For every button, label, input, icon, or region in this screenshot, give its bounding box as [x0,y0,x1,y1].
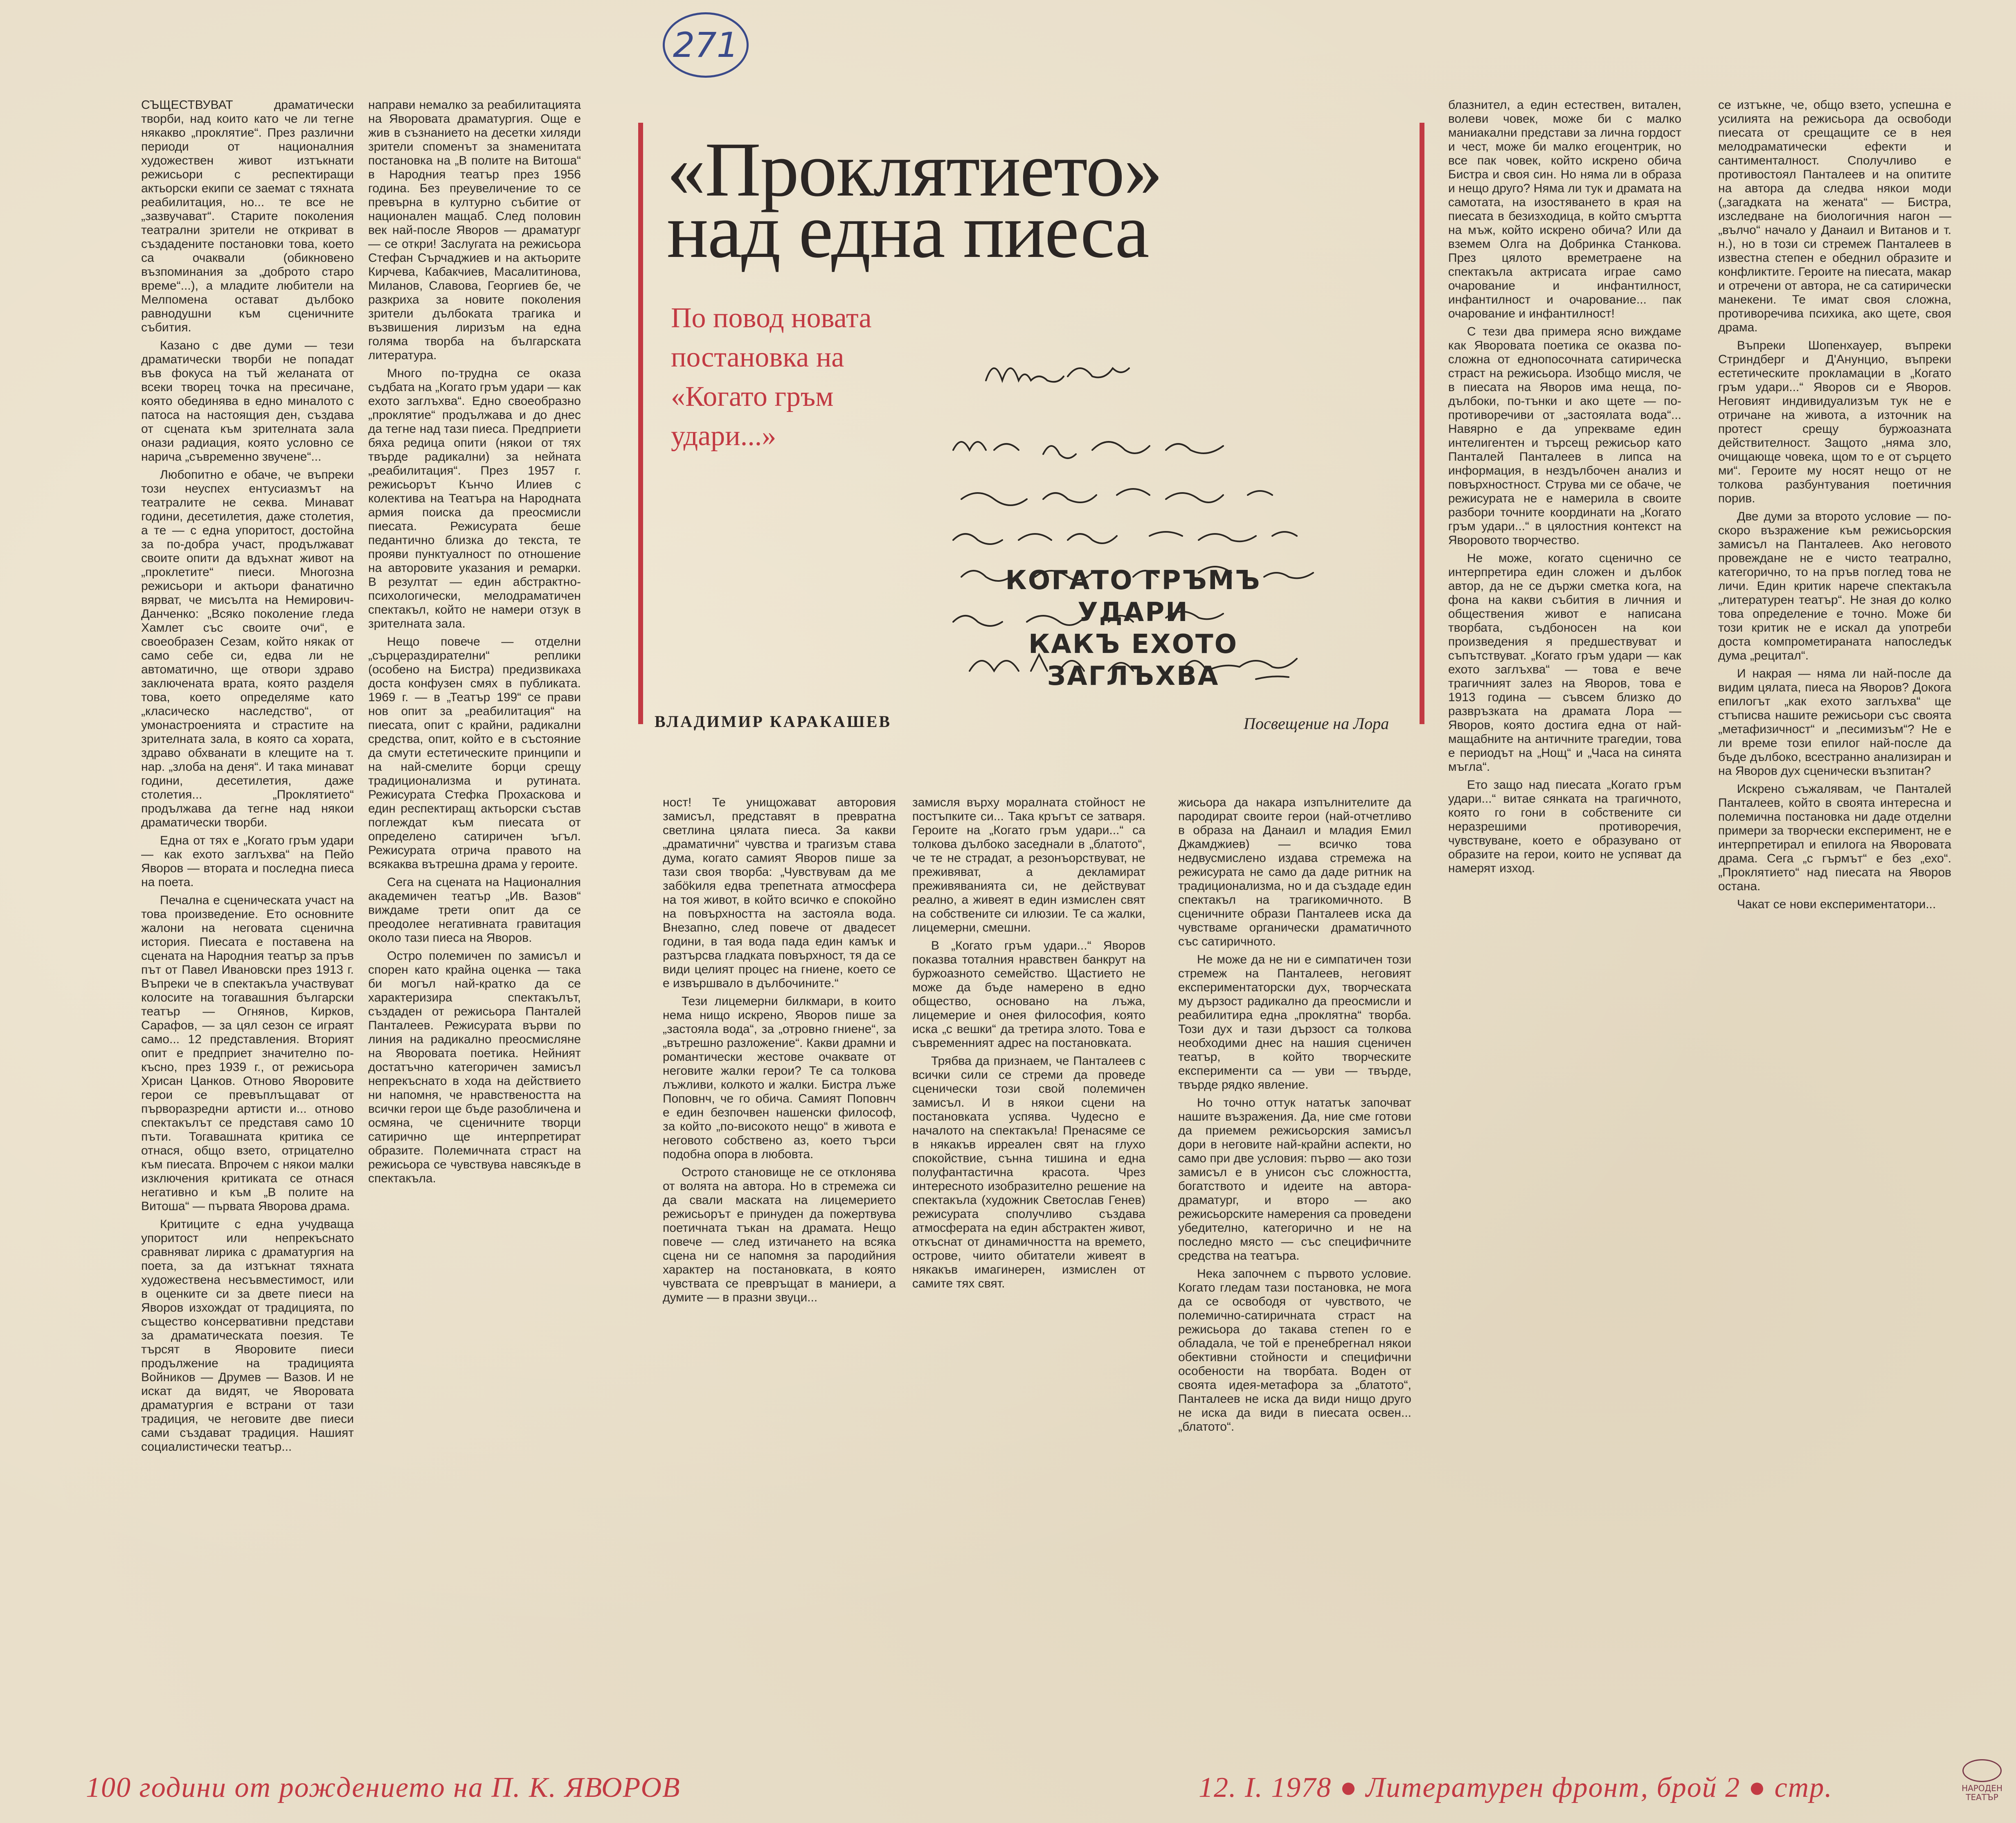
text-column-5 [1178,796,1411,1818]
paragraph: жисьора да накара изпълнителите да пародират своите герои (най-отчетливо в образа на Данаил и младия Емил Джамджиев) — всичко това недвусмислено издава стремежа на режисурата не само да даде ритник на традиционализма, но и да създаде един спектакъл на трагикомичното. В сценичните образи Панталеев иска да чувстваме органически драматичното със сатиричното. [1178,796,1411,948]
paragraph: се изтъкне, че, общо взето, успешна е усилията на режисьора да освободи пиесата от срещащите се в нея мелодраматически ефекти и сантименталност. Сполучливо е противостоял Панталеев и на опитите на автора да следва някои моди („загадката на жената“ — Бистра, изследване на биологичния нагон — „вълчо“ начало у Данаил и Витанов и т. н.), но в този си стремеж Панталеев в известна степен е обеднил образите и конфликтите. Героите на пиесата, макар и отречени от автора, не са сатирически манекени. Те имат своя сложна, противоречива психика, ако щете, своя драма. [1718,98,1951,334]
paragraph: Казано с две думи — тези драматически творби не попадат във фокуса на тъй желаната от всеки творец точка на пресичане, която обединява в едно миналото с патоса на настоящия ден, създава от сцената към зрителната зала онази радиация, която условно се нарича „съвременно звучене“... [141,339,354,464]
text-column-7 [1718,98,1951,1747]
paragraph: Критиците с една учудваща упоритост или непрекъснато сравняват лирика с драматургия на поета, за да изтъкнат тяхната художествена несъвместимост, или в оценките си за двете пиеси на Яворов изхождат от традицията, по същество консервативни представи за драматическата поезия. Те търсят в Яворовите пиеси продължение на традицията Войников — Друмев — Вазов. И не искат да видят, че Яворовата драматургия е встрани от тази традиция, че неговите две пиеси сами създават традиция. Нашият социалистически театър... [141,1218,354,1454]
headline-rule-left [638,123,643,724]
paragraph: Не може, когато сценично се интерпретира един сложен и дълбок автор, да не се държи сметка кога, на фона на какви събития в личния и обществения живот е написана творбата, съдбоносен на кои произведения я предшествуват и съпътствуват. „Когато гръм удари — как ехото заглъхва“ — това е вече трагичният залез на Яворов, това е 1913 година — съвсем близко до развръзката на драмата Лора — Яворов, която достига една от най-мащабните на античните трагедии, това е периодът на „Нощ“ и „Часа на синята мъгла“. [1448,551,1681,774]
paragraph: блазнител, а един естествен, витален, волеви човек, може би с малко маниакални представи за лична гордост и чест, може би малко егоцентрик, но все пак човек, който искрено обича Бистра и своя син. Но няма ли в образа и нещо друго? Няма ли тук и драмата на самотата, на изостяването в края на пиесата в безизходица, в който смъртта на мъж, който искрено обича? Или да вземем Олга на Добринка Станкова. През цялото времетраене на спектакъла актрисата играе само очарование и инфантилност, инфантилност и очарование... пак очарование и инфантилност! [1448,98,1681,320]
footer-publication-line [1199,1771,1833,1804]
illustration-caption: Посвещение на Лора [1244,714,1389,733]
paragraph: Сега на сцената на Националния академичен театър „Ив. Вазов“ виждаме трети опит да се преодолее негативната гравитация около тази пиеса на Яворов. [368,875,581,945]
headline-rule-right [1420,123,1424,724]
paragraph: Много по-трудна се оказа съдбата на „Когато гръм удари — как ехото заглъхва“. Едно своеобразно „проклятие“ продължава и до днес да тегне над тази пиеса. Предприети бяха редица опити (някои от тях твърде радикални) за нейната „реабилитация“. През 1957 г. режисьорът Кънчо Илиев с колектива на Театъра на Народната армия поиска да преосмисли пиесата. Режисурата беше педантично близка до текста, те прояви пунктуалност по отношение на авторовите указания и ремарки. В резултат — един абстрактно-психологически, мелодраматичен спектакъл, който не намери отзук в зрителната зала. [368,367,581,630]
illustration-printed-title [978,565,1289,692]
article-title-line-2: над една пиеса [667,188,1149,274]
footer-anniversary-line: 100 години от рождението на П. К. ЯВОРОВ [86,1772,681,1803]
paragraph: Не може да не ни е симпатичен този стремеж на Панталеев, неговият експериментаторски дух, творческата му дързост радикално да преосмисли и реабилитира една „проклятна“ творба. Този дух и тази дързост са толкова необходими днес на нашия сценичен театър, в който творческите експерименти са — уви — твърде, твърде рядко явление. [1178,953,1411,1092]
theatre-logo [1955,1759,2009,1812]
text-column-6 [1448,98,1681,1747]
text-column-4 [912,796,1145,1818]
paragraph: С тези два примера ясно виждаме как Яворовата поетика се оказва по-сложна от еднопосочната сатирическа страст на режисьора. Изобщо мисля, че в пиесата на Яворов има неща, по-дълбоки, по-тънки и ако щете — по-противоречиви от „застоялата вода“... Навярно е да упрекваме един интелигентен и търсещ режисьор като Панталей Панталеев в липса на информация, в нездълбочен анализ и повърхностност. Струва ми се обаче, че режисурата не е намерила в своите разбори точните координати на „Когато гръм удари...“ в цялостния контекст на Яворовото творчество. [1448,325,1681,547]
footer-page: стр. [1774,1772,1833,1803]
paragraph: Любопитно е обаче, че въпреки този неуспех ентусиазмът на театралите не секва. Минават години, десетилетия, даже столетия, а те — с една упоритост, достойна за по-добра участ, продължават своите опити да вдъхнат живот на „проклетите“ пиеси. Многозна режисьори и актьори фанатично вярват, че мисълта на Немирович-Данченко: „Всяко поколение гледа Хамлет със своите очи“, е своеобразен Сезам, който някак от само себе си, едва ли не автоматично, ще отвори здраво заключената врата, която разделя това, което определяме като „класическо наследство“, от умонастроенията и страстите на зрителната зала, в която са хората, здраво обхванати в клещите на т. нар. „злоба на деня“. И така минават години, десетилетия, даже столетия... „Проклятието“ продължава да тегне над някои драматически творби. [141,468,354,829]
paragraph: В „Когато гръм удари...“ Яворов показва тоталния нравствен банкрут на буржоазното семейство. Щастието не може да бъде намерено в едно общество, основано на лъжа, лицемерие и онея философия, която иска „с вешки“ да третира злото. Това е съвременният адрес на постановката. [912,939,1145,1050]
text-column-1 [141,98,354,1747]
illustration-title-line-2: КАКЪ ЕХОТО ЗАГЛЪХВА [1028,629,1238,691]
paragraph: Остро полемичен по замисъл и спорен като крайна оценка — така би могъл най-кратко да се характеризира спектакълът, създаден от режисьора Панталей Панталеев. Режисурата върви по линия на радикално преосмисляне на Яворовата поетика. Нейният достатъчно категоричен замисъл непрекъснато в хода на действието ни напомня, че нравствеността на всички герои ще бъде разобличена и осмяна, че сценичните творци сатирично ще интерпретират образите. Полемичната страст на режисьора се чувствува навсякъде в спектакъла. [368,949,581,1185]
paragraph: Ето защо над пиесата „Когато гръм удари...“ витае сянката на трагичното, която го гони в собствените си неразрешими противоречия, чувствуване, което е образувано от образите на герои, които не успяват да намерят изход. [1448,778,1681,875]
paragraph: Нека започнем с първото условие. Когато гледам тази постановка, не мога да се освободя от чувството, че полемично-сатиричната страст на режисьора до такава степен го е обладала, че той е пренебрегнал някои обективни стойности и специфични особености на творбата. Воден от своята идея-метафора за „блатото“, Панталеев не иска да види нищо друго не иска да види в пиесата освен... „блатото“. [1178,1267,1411,1434]
paragraph: Чакат се нови експериментатори... [1737,898,1936,911]
paragraph: И накрая — няма ли най-после да видим цялата, пиеса на Яворов? Докога епилогът „как ехото заглъхва“ ще стъписва нашите режисьори със своята „метафизичност“ и „песимизъм“? Не е ли време този епилог най-после да бъде дълбоко, всестранно анализиран и на Яворов дух сценически възпитан? [1718,667,1951,778]
paragraph: Искрено съжалявам, че Панталей Панталеев, който в своята интересна и полемична постановка ни даде отделни примери за творчески експеримент, не е интерпретирал и епилога на Яворовата драма. Сега „с гърмът“ е без „ехо“. „Проклятието“ над пиесата на Яворов остана. [1718,782,1951,893]
text-column-2 [368,98,581,1747]
illustration-title-line-1: КОГАТО ГРЪМЪ УДАРИ [1005,565,1261,628]
text-column-3 [663,796,896,1818]
article-author: ВЛАДИМИР КАРАКАШЕВ [655,712,892,731]
bullet-icon: ● [1339,1772,1358,1803]
paragraph: Една от тях е „Когато гръм удари — как ехото заглъхва“ на Пейо Яворов — втората и последна пиеса на поета. [141,834,354,889]
paragraph: ност! Те унищожават авторовия замисъл, представят в превратна светлина цялата пиеса. За какви „драматични“ чувства и трагизъм става дума, когато самият Яворов пише за тази своя творба: „Чувствувам да ме забökиля едва трепетната атмосфера на тоя живот, в който всичко е спокойно на повърхността на застояла вода. Внезапно, след повече от двадесет години, в тая вода пада един камък и разтърсва гладката повърхност, тя да се види целият процес на гниене, което се е извършвало в дълбочините.“ [663,796,896,990]
paragraph: Тези лицемерни билкмари, в които нема нищо искрено, Яворов пише за „застояла вода“, за „отровно гниене“, за „вътрешно разложение“. Какви драмни и романтически жестове очаквате от неговите жалки герои? Те са толкова лъжливи, колкото и жалки. Бистра лъже Поповнч, че го обича. Самият Поповнч е един безпочвен нашенски философ, за който „по-високото нещо“ в живота е неговото собствено аз, което търси подобна опора в любовта. [663,995,896,1161]
paragraph: Трябва да признаем, че Панталеев с всички сили се стреми да проведе сценически този свой полемичен замисъл. И в някои сцени на постановката успява. Чудесно е началото на спектакъла! Пренасяме се в някакъв ирреален свят на глухо спокойствие, сънна тишина и една полуфантастична красота. Чрез интересното изобразително решение на спектакъла (художник Светослав Генев) режисурата сполучливо създава атмосферата на един абстрактен живот, откъснат от динамичността на времето, острове, чиито обитатели живеят в някакъв имагинерен, измислен от самите тях свят. [912,1054,1145,1290]
article-title-line-1: «Проклятието» [667,127,1162,213]
paragraph: Печална е сценическата участ на това произведение. Ето основните жалони на неговата сценична история. Пиесата е поставена на сцената на Народния театър за пръв път от Павел Ивановски през 1913 г. Въпреки че в спектакъла участвуват колосите на тогавашния български театър — Огнянов, Кирков, Сарафов, — за цял сезон се играят само... 12 представления. Вторият опит е предприет значително по-късно, през 1939 г., от режисьора Хрисан Цанков. Отново Яворовите герои се превъплъщават от първоразредни артисти и... отново спектакълът се представя само 10 пъти. Тогавашната критика се отнася, общо взето, отрицателно към пиесата. Впрочем с някои малки изключения критиката се отнася негативно и към „В полите на Витоша“ — първата Яворова драма. [141,893,354,1213]
archive-number-stamp: 271 [663,12,749,78]
paragraph: Въпреки Шопенхауер, въпреки Стриндберг и Д'Анунцио, въпреки естетическите прокламации в „Когато гръм удари...“ Яворов си е Яворов. Неговият индивидуализъм тук не е отричане на живота, а източник на протест срещу буржоазната действителност. Защото „няма зло, очищающе човека, щом то е от сърцето ми“. Героите му носят нещо от не толкова разбунтувания поетичния порив. [1718,339,1951,505]
logo-text: НАРОДЕН ТЕАТЪР [1962,1783,2003,1802]
paragraph: Но точно оттук нататък започват нашите възражения. Да, ние сме готови да приемем режисьорския замисъл дори в неговите най-крайни аспекти, но само при две условия: първо — ако този замисъл е в унисон със сложността, богатството и идеите на автора-драматург, и второ — ако режисьорските намерения са проведени убедително, категорично и не на последно място — със специфичните средства на театъра. [1178,1096,1411,1263]
bullet-icon: ● [1748,1772,1767,1803]
footer-publication: Литературен фронт, брой 2 [1366,1772,1741,1803]
paragraph: замисля върху моралната стойност не постъпките си... Така кръгът се затваря. Героите на „Когато гръм удари...“ са толкова дълбоко заседнали в „блатото“, че те не страдат, а резонъорствуват, не преживяват, а декламират преживяванията си, не действуват реално, а живеят в един измислен свят на собствените си илюзии. Те са жалки, лицемерни, смешни. [912,796,1145,934]
logo-ring-icon [1962,1759,2002,1782]
paragraph: СЪЩЕСТВУВАТ драматически творби, над които като че ли тегне някакво „проклятие“. През различни периоди от националния художествен живот изтъкнати режисьори с респектиращи актьорски екипи се заемат с тяхната реабилитация, но... те все не „зазвучават“. Старите поколения театрални зрители не откриват в създадените постановки това, което са очаквали (обикновено възпоминания за „доброто старо време“...), а младите любители на Мелпомена остават дълбоко равнодушни към сценичните събития. [141,98,354,334]
article-subtitle: По повод новата постановка на «Когато гръм удари...» [671,302,872,452]
paragraph: Острото становище не се отклонява от волята на автора. Но в стремежа си да свали маската на лицемерието режисьорът е принуден да пожертвува поетичната тъкан на драмата. Нещо повече — след изтичането на всяка сцена ни се напомня за пародийния характер на постановката, в която чувствата се превръщат в маниери, а думите — в празни звуци... [663,1166,896,1304]
paragraph: Две думи за второто условие — по-скоро възражение към режисьорския замисъл на Панталеев. Ако неговото провеждане не е чисто театрално, категорично, то на пръв поглед това не личи. Един критик нарече спектакъла „литературен театър“. Не зная до колко това определение е точно. Може би този критик не е искал да употреби доста компрометираната напоследък дума „рецитал“. [1718,510,1951,662]
footer-date: 12. I. 1978 [1199,1772,1332,1803]
paragraph: направи немалко за реабилитацията на Яворовата драматургия. Още е жив в съзнанието на десетки хиляди зрители споменът за знаменитата постановка на „В полите на Витоша“ в Народния театър през 1956 година. Без преувеличение то се превърна в културно събитие от национален мащаб. След половин век най-после Яворов — драматург — се откри! Заслугата на режисьора Стефан Сърчаджиев и на актьорите Кирчева, Кабакчиев, Масалитинова, Миланов, Славова, Георгиев бе, че разкриха за новите поколения зрители дълбоката трагика и възвишения лиризъм на една голяма творба на българската литература. [368,98,581,362]
paragraph: Нещо повече — отделни „сърцераздирателни“ реплики (особено на Бистра) предизвикаха доста конфузен смях в публиката. 1969 г. — в „Театър 199“ се прави нов опит за „реабилитация“ на пиесата, опит с крайни, радикални средства, опит, който е в състояние да смути естетическите принципи и на най-смелите борци срещу традиционализма и рутината. Режисурата Стефка Прохаскова и един респектиращ актьорски състав поглеждат към пиесата от определено сатиричен ъгъл. Режисурата отрича правото на всякаква вътрешна драма у героите. [368,635,581,871]
